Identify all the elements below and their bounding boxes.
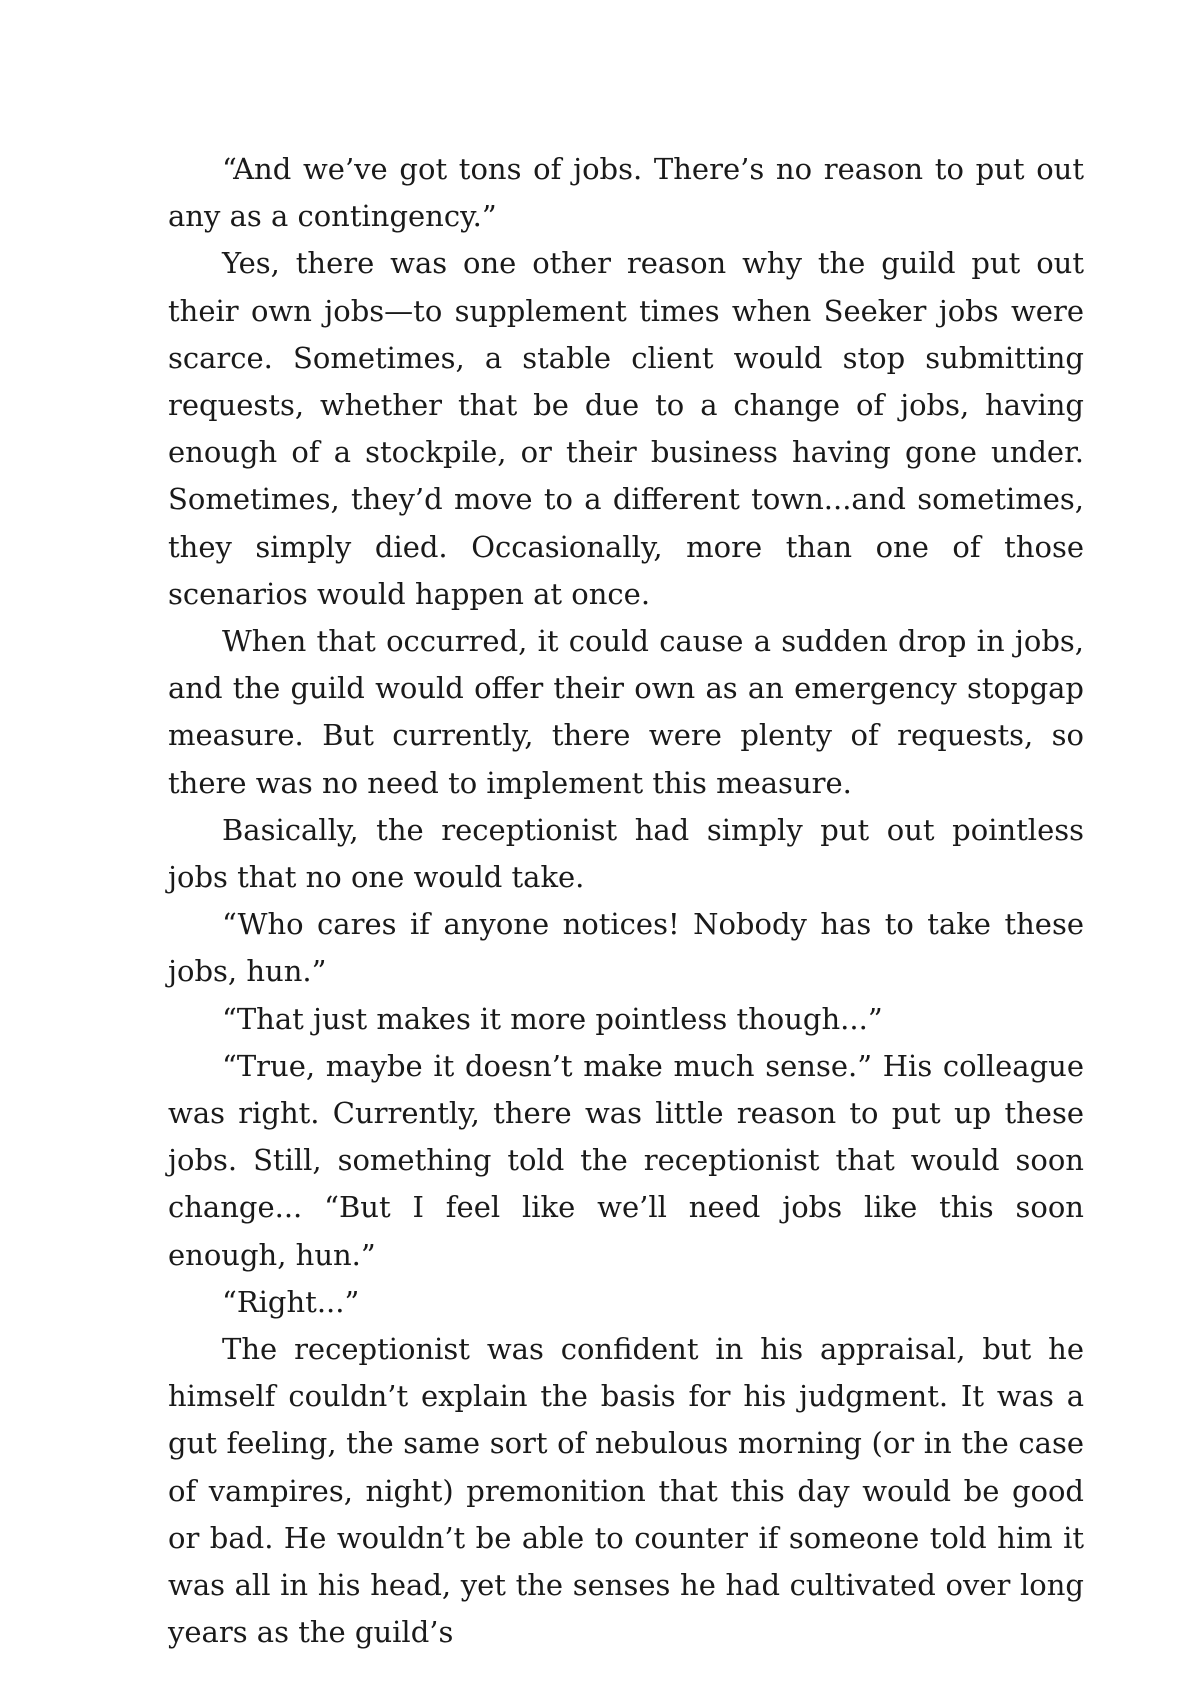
paragraph-7: “True, maybe it doesn’t make much sense.” His colleague was right. Currently, there was little reason to put up these jobs. Still, something told the receptionist that would soon change... “But I feel like we’ll need jobs like this soon enough, hun.”: [168, 1048, 1084, 1272]
paragraph-3: When that occurred, it could cause a sudden drop in jobs, and the guild would offer their own as an emergency stopgap measure. But currently, there were plenty of requests, so there was no need to implement this measure.: [168, 624, 1084, 800]
paragraph-6: “That just makes it more pointless though...”: [222, 1001, 883, 1036]
paragraph-4: Basically, the receptionist had simply put out pointless jobs that no one would take.: [168, 812, 1084, 895]
paragraph-1: “And we’ve got tons of jobs. There’s no reason to put out any as a contingency.”: [168, 152, 1084, 234]
paragraph-5: “Who cares if anyone notices! Nobody has to take these jobs, hun.”: [168, 907, 1084, 989]
paragraph-2: Yes, there was one other reason why the guild put out their own jobs—to supplement times when Seeker jobs were scarce. Sometimes, a stable client would stop submitting requests, whether that be due to a change of jobs, having enough of a stockpile, or their business having gone under. Sometimes, they’d move to a different town...and sometimes, they simply died. Occasionally, more than one of those scenarios would happen at once.: [168, 246, 1084, 611]
paragraph-8: “Right...”: [222, 1284, 360, 1319]
page-body: [168, 146, 1084, 1657]
paragraph-9: The receptionist was confident in his appraisal, but he himself couldn’t explain the basis for his judgment. It was a gut feeling, the same sort of nebulous morning (or in the case of vampires, night) premonition that this day would be good or bad. He wouldn’t be able to counter if someone told him it was all in his head, yet the senses he had cultivated over long years as the guild’s: [168, 1332, 1084, 1650]
